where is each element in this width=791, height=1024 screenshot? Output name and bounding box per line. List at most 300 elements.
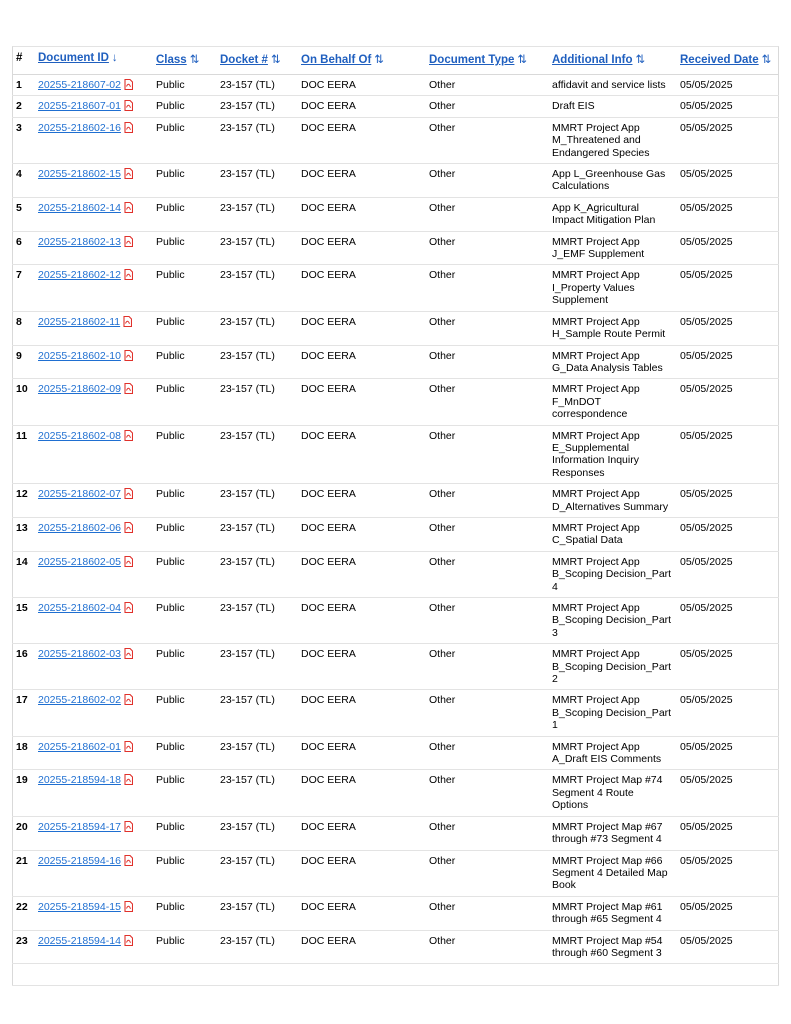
document-id-cell [34, 265, 152, 311]
document-id-cell [34, 311, 152, 345]
received-date-cell [676, 96, 779, 117]
received-date-cell [676, 736, 779, 770]
on-behalf-of-cell-text: DOC EERA [301, 79, 356, 91]
received-date-cell [676, 598, 779, 644]
document-type-cell [425, 816, 548, 850]
document-type-cell-text: Other [429, 269, 456, 282]
received-date-cell-text: 05/05/2025 [680, 121, 733, 134]
on-behalf-of-cell [297, 379, 425, 425]
document-link[interactable]: 20255-218602-04 [38, 602, 121, 614]
document-link[interactable]: 20255-218602-10 [38, 349, 121, 362]
row-number [12, 117, 34, 163]
docket-cell [216, 265, 297, 311]
class-cell [152, 930, 216, 964]
docket-cell-text: 23-157 (TL) [220, 315, 275, 328]
document-type-cell [425, 75, 548, 96]
additional-info-cell-text: MMRT Project App J_EMF Supplement [552, 235, 645, 261]
docket-cell-text: 23-157 (TL) [220, 934, 275, 947]
row-number-text: 10 [16, 383, 28, 396]
row-number [12, 379, 34, 425]
sort-icon[interactable]: ⇅ [270, 54, 281, 66]
table-row [12, 850, 779, 896]
row-number-text: 5 [16, 201, 22, 214]
pdf-icon[interactable] [124, 741, 132, 751]
header-additional-info[interactable] [548, 46, 676, 75]
on-behalf-of-cell-text: DOC EERA [301, 383, 356, 396]
received-date-cell-text: 05/05/2025 [680, 100, 733, 113]
pdf-icon[interactable] [124, 383, 132, 393]
header-document-type[interactable] [425, 46, 548, 75]
document-type-cell [425, 896, 548, 930]
table-body [12, 75, 779, 964]
row-number-text: 7 [16, 269, 22, 282]
row-number [12, 690, 34, 736]
row-number-text: 13 [16, 521, 28, 534]
on-behalf-of-cell-text: DOC EERA [301, 820, 356, 833]
table-row [12, 517, 779, 551]
additional-info-cell [548, 598, 676, 644]
received-date-cell [676, 484, 779, 518]
sort-icon[interactable]: ⇅ [761, 54, 772, 66]
pdf-icon[interactable] [124, 821, 132, 831]
docket-cell-text: 23-157 (TL) [220, 854, 275, 867]
docket-cell-text: 23-157 (TL) [220, 774, 275, 787]
document-id-cell [34, 736, 152, 770]
class-cell-text: Public [156, 854, 185, 867]
document-id-cell [34, 75, 152, 96]
on-behalf-of-cell-text: DOC EERA [301, 648, 356, 661]
document-type-cell [425, 311, 548, 345]
on-behalf-of-cell [297, 850, 425, 896]
document-type-cell-text: Other [429, 555, 456, 568]
received-date-cell [676, 75, 779, 96]
class-cell-text: Public [156, 269, 185, 282]
docket-cell [216, 736, 297, 770]
document-id-cell [34, 96, 152, 117]
on-behalf-of-cell [297, 75, 425, 96]
class-cell [152, 736, 216, 770]
row-number-text: 22 [16, 900, 28, 913]
table-row [12, 551, 779, 597]
docket-cell [216, 197, 297, 231]
row-number-text: 1 [16, 79, 22, 91]
document-type-cell [425, 850, 548, 896]
class-cell-text: Public [156, 488, 185, 501]
docket-cell-text: 23-157 (TL) [220, 201, 275, 214]
received-date-cell-text: 05/05/2025 [680, 934, 733, 947]
received-date-cell-text: 05/05/2025 [680, 820, 733, 833]
pdf-icon[interactable] [124, 901, 132, 911]
received-date-cell-text: 05/05/2025 [680, 429, 733, 442]
pdf-icon[interactable] [124, 855, 132, 865]
received-date-cell [676, 850, 779, 896]
header-document-type-label[interactable]: Document Type [429, 54, 515, 66]
sort-icon[interactable]: ⇅ [374, 54, 384, 66]
row-number [12, 75, 34, 96]
pdf-icon[interactable] [124, 556, 132, 566]
additional-info-cell-text: affidavit and service lists [552, 79, 666, 91]
class-cell-text: Public [156, 900, 185, 913]
received-date-cell [676, 379, 779, 425]
on-behalf-of-cell [297, 425, 425, 484]
on-behalf-of-cell-text: DOC EERA [301, 934, 356, 947]
class-cell-text: Public [156, 774, 185, 787]
row-number-text: 11 [16, 429, 28, 442]
header-document-id[interactable] [34, 46, 152, 75]
header-received-date[interactable] [676, 46, 779, 75]
document-link[interactable]: 20255-218602-03 [38, 648, 121, 661]
table-row [12, 75, 779, 96]
additional-info-cell [548, 930, 676, 964]
document-type-cell [425, 345, 548, 379]
document-link[interactable]: 20255-218607-02 [38, 79, 121, 91]
row-number [12, 96, 34, 117]
additional-info-cell [548, 311, 676, 345]
received-date-cell-text: 05/05/2025 [680, 269, 733, 282]
additional-info-cell [548, 850, 676, 896]
additional-info-cell-text: MMRT Project App F_MnDOT correspondence [552, 383, 640, 421]
table-header [12, 46, 779, 75]
additional-info-cell-text: Draft EIS [552, 100, 595, 113]
pdf-icon[interactable] [124, 168, 132, 178]
class-cell-text: Public [156, 100, 185, 113]
document-type-cell [425, 770, 548, 816]
document-type-cell-text: Other [429, 488, 456, 501]
document-link[interactable]: 20255-218602-15 [38, 168, 121, 181]
row-number-text: 18 [16, 740, 28, 753]
sort-icon[interactable]: ⇅ [189, 54, 200, 66]
document-id-cell [34, 117, 152, 163]
pdf-icon[interactable] [124, 122, 132, 132]
additional-info-cell [548, 425, 676, 484]
table-row [12, 896, 779, 930]
class-cell-text: Public [156, 235, 185, 248]
document-id-cell [34, 379, 152, 425]
pdf-icon[interactable] [124, 648, 132, 658]
row-number [12, 484, 34, 518]
docket-cell-text: 23-157 (TL) [220, 820, 275, 833]
class-cell [152, 816, 216, 850]
header-on-behalf-of[interactable] [297, 46, 425, 75]
document-id-cell [34, 425, 152, 484]
document-link[interactable]: 20255-218602-05 [38, 555, 121, 568]
received-date-cell [676, 930, 779, 964]
header-received-date-label[interactable]: Received Date [680, 54, 759, 66]
document-type-cell [425, 265, 548, 311]
received-date-cell [676, 345, 779, 379]
document-link[interactable]: 20255-218602-14 [38, 201, 121, 214]
additional-info-cell [548, 75, 676, 96]
table-row [12, 930, 779, 964]
received-date-cell-text: 05/05/2025 [680, 900, 733, 913]
docket-cell [216, 690, 297, 736]
table-row [12, 425, 779, 484]
received-date-cell [676, 265, 779, 311]
table-row [12, 345, 779, 379]
pdf-icon[interactable] [124, 774, 132, 784]
document-type-cell-text: Other [429, 121, 456, 134]
pdf-icon[interactable] [124, 236, 132, 246]
row-number-text: 2 [16, 100, 22, 113]
class-cell-text: Public [156, 79, 185, 91]
on-behalf-of-cell [297, 517, 425, 551]
document-type-cell-text: Other [429, 168, 456, 181]
document-type-cell-text: Other [429, 602, 456, 614]
documents-table [12, 46, 779, 964]
document-link[interactable]: 20255-218594-18 [38, 774, 121, 787]
additional-info-cell [548, 896, 676, 930]
received-date-cell [676, 425, 779, 484]
sort-icon[interactable]: ⇅ [635, 54, 646, 66]
pdf-icon[interactable] [124, 350, 132, 360]
received-date-cell [676, 164, 779, 198]
row-number [12, 231, 34, 265]
on-behalf-of-cell-text: DOC EERA [301, 429, 356, 442]
document-link[interactable]: 20255-218594-16 [38, 854, 121, 867]
document-link[interactable]: 20255-218594-14 [38, 934, 121, 947]
pdf-icon[interactable] [124, 522, 132, 532]
docket-cell-text: 23-157 (TL) [220, 900, 275, 913]
class-cell-text: Public [156, 315, 185, 328]
document-type-cell [425, 598, 548, 644]
docket-cell-text: 23-157 (TL) [220, 168, 275, 181]
document-id-cell [34, 770, 152, 816]
table-row [12, 231, 779, 265]
on-behalf-of-cell-text: DOC EERA [301, 201, 356, 214]
docket-cell [216, 816, 297, 850]
docket-cell [216, 850, 297, 896]
document-type-cell [425, 231, 548, 265]
class-cell [152, 517, 216, 551]
on-behalf-of-cell [297, 345, 425, 379]
received-date-cell-text: 05/05/2025 [680, 168, 733, 181]
on-behalf-of-cell [297, 690, 425, 736]
document-link[interactable]: 20255-218602-16 [38, 121, 121, 134]
class-cell [152, 164, 216, 198]
document-id-cell [34, 896, 152, 930]
row-number-text: 9 [16, 349, 22, 362]
row-number [12, 345, 34, 379]
additional-info-cell [548, 231, 676, 265]
docket-cell [216, 75, 297, 96]
additional-info-cell [548, 816, 676, 850]
pdf-icon[interactable] [124, 935, 132, 945]
received-date-cell-text: 05/05/2025 [680, 521, 733, 534]
pdf-icon[interactable] [124, 694, 132, 704]
received-date-cell-text: 05/05/2025 [680, 349, 733, 362]
received-date-cell-text: 05/05/2025 [680, 602, 733, 614]
on-behalf-of-cell [297, 311, 425, 345]
on-behalf-of-cell [297, 197, 425, 231]
received-date-cell [676, 197, 779, 231]
on-behalf-of-cell [297, 231, 425, 265]
document-type-cell [425, 484, 548, 518]
header-docket-label[interactable]: Docket # [220, 54, 268, 66]
header-docket[interactable] [216, 46, 297, 75]
document-link[interactable]: 20255-218602-11 [38, 315, 121, 328]
additional-info-cell-text: MMRT Project App D_Alternatives Summary [552, 488, 669, 513]
document-link[interactable]: 20255-218594-17 [38, 820, 121, 833]
class-cell-text: Public [156, 740, 185, 753]
received-date-cell-text: 05/05/2025 [680, 201, 733, 214]
document-type-cell-text: Other [429, 854, 456, 867]
docket-cell-text: 23-157 (TL) [220, 488, 275, 501]
pdf-icon[interactable] [124, 202, 132, 212]
row-number-text: 20 [16, 820, 28, 833]
document-link[interactable]: 20255-218607-01 [38, 100, 121, 113]
docket-cell [216, 379, 297, 425]
class-cell [152, 311, 216, 345]
received-date-cell [676, 690, 779, 736]
docket-cell-text: 23-157 (TL) [220, 429, 275, 442]
row-number-text: 12 [16, 488, 28, 501]
received-date-cell-text: 05/05/2025 [680, 383, 733, 396]
docket-cell [216, 598, 297, 644]
document-link[interactable]: 20255-218602-08 [38, 429, 121, 442]
class-cell [152, 265, 216, 311]
row-number [12, 551, 34, 597]
on-behalf-of-cell [297, 770, 425, 816]
document-id-cell [34, 197, 152, 231]
on-behalf-of-cell-text: DOC EERA [301, 900, 356, 913]
on-behalf-of-cell [297, 598, 425, 644]
docket-cell-text: 23-157 (TL) [220, 100, 275, 113]
class-cell [152, 770, 216, 816]
on-behalf-of-cell-text: DOC EERA [301, 774, 356, 787]
pdf-icon[interactable] [124, 602, 132, 612]
docket-cell-text: 23-157 (TL) [220, 694, 275, 707]
document-link[interactable]: 20255-218602-07 [38, 488, 121, 501]
document-link[interactable]: 20255-218602-06 [38, 521, 121, 534]
header-additional-info-label[interactable]: Additional Info [552, 54, 633, 66]
document-type-cell [425, 644, 548, 690]
on-behalf-of-cell-text: DOC EERA [301, 694, 356, 707]
docket-cell [216, 345, 297, 379]
received-date-cell-text: 05/05/2025 [680, 555, 733, 568]
row-number [12, 816, 34, 850]
received-date-cell [676, 770, 779, 816]
additional-info-cell [548, 96, 676, 117]
table-row [12, 736, 779, 770]
on-behalf-of-cell-text: DOC EERA [301, 349, 356, 362]
document-type-cell [425, 197, 548, 231]
document-link[interactable]: 20255-218602-02 [38, 694, 121, 707]
pdf-icon[interactable] [124, 100, 132, 110]
received-date-cell-text: 05/05/2025 [680, 648, 733, 661]
additional-info-cell [548, 517, 676, 551]
pdf-icon[interactable] [124, 430, 132, 440]
document-type-cell [425, 930, 548, 964]
class-cell [152, 425, 216, 484]
class-cell [152, 484, 216, 518]
table-row [12, 770, 779, 816]
class-cell-text: Public [156, 168, 185, 181]
on-behalf-of-cell [297, 164, 425, 198]
additional-info-cell [548, 265, 676, 311]
sort-icon[interactable]: ⇅ [517, 54, 528, 66]
document-link[interactable]: 20255-218602-12 [38, 269, 121, 282]
on-behalf-of-cell-text: DOC EERA [301, 121, 356, 134]
table-row [12, 690, 779, 736]
docket-cell [216, 231, 297, 265]
row-number-text: 14 [16, 555, 28, 568]
additional-info-cell [548, 484, 676, 518]
additional-info-cell-text: App L_Greenhouse Gas Calculations [552, 168, 666, 193]
additional-info-cell-text: MMRT Project Map #67 through #73 Segment 4 [552, 820, 663, 846]
additional-info-cell-text: MMRT Project App C_Spatial Data [552, 521, 640, 547]
row-number-text: 8 [16, 315, 22, 328]
on-behalf-of-cell [297, 265, 425, 311]
on-behalf-of-cell-text: DOC EERA [301, 555, 356, 568]
docket-cell [216, 117, 297, 163]
document-link[interactable]: 20255-218602-09 [38, 383, 121, 396]
class-cell [152, 96, 216, 117]
additional-info-cell [548, 690, 676, 736]
header-class[interactable] [152, 46, 216, 75]
additional-info-cell-text: MMRT Project App I_Property Values Supplement [552, 269, 640, 307]
received-date-cell [676, 311, 779, 345]
class-cell [152, 75, 216, 96]
received-date-cell [676, 517, 779, 551]
pdf-icon[interactable] [124, 79, 132, 89]
row-number [12, 265, 34, 311]
class-cell-text: Public [156, 934, 185, 947]
row-number [12, 197, 34, 231]
header-class-label[interactable]: Class [156, 54, 187, 66]
docket-cell [216, 517, 297, 551]
class-cell [152, 379, 216, 425]
header-on-behalf-of-label[interactable]: On Behalf Of [301, 54, 372, 66]
document-id-cell [34, 644, 152, 690]
document-type-cell [425, 517, 548, 551]
class-cell [152, 690, 216, 736]
document-id-cell [34, 164, 152, 198]
document-type-cell-text: Other [429, 349, 456, 362]
header-document-id-label[interactable]: Document ID [38, 52, 109, 64]
class-cell [152, 644, 216, 690]
pdf-icon[interactable] [123, 316, 131, 326]
row-number [12, 930, 34, 964]
table-row [12, 117, 779, 163]
pdf-icon[interactable] [124, 269, 132, 279]
document-link[interactable]: 20255-218594-15 [38, 900, 121, 913]
document-link[interactable]: 20255-218602-01 [38, 740, 121, 753]
row-number [12, 896, 34, 930]
on-behalf-of-cell-text: DOC EERA [301, 235, 356, 248]
table-row [12, 379, 779, 425]
additional-info-cell [548, 736, 676, 770]
additional-info-cell [548, 345, 676, 379]
document-type-cell-text: Other [429, 694, 456, 707]
sort-desc-icon[interactable]: ↓ [111, 52, 118, 64]
document-link[interactable]: 20255-218602-13 [38, 235, 121, 248]
received-date-cell-text: 05/05/2025 [680, 488, 733, 501]
additional-info-cell-text: MMRT Project App B_Scoping Decision_Part 2 [552, 648, 672, 686]
class-cell-text: Public [156, 383, 185, 396]
pdf-icon[interactable] [124, 488, 132, 498]
table-row [12, 265, 779, 311]
docket-cell-text: 23-157 (TL) [220, 740, 275, 753]
additional-info-cell [548, 379, 676, 425]
on-behalf-of-cell-text: DOC EERA [301, 740, 356, 753]
docket-cell [216, 551, 297, 597]
document-type-cell [425, 551, 548, 597]
table-row [12, 96, 779, 117]
additional-info-cell-text: MMRT Project Map #66 Segment 4 Detailed Map Book [552, 854, 668, 892]
class-cell-text: Public [156, 121, 185, 134]
row-number-text: 3 [16, 121, 22, 134]
document-type-cell-text: Other [429, 315, 456, 328]
